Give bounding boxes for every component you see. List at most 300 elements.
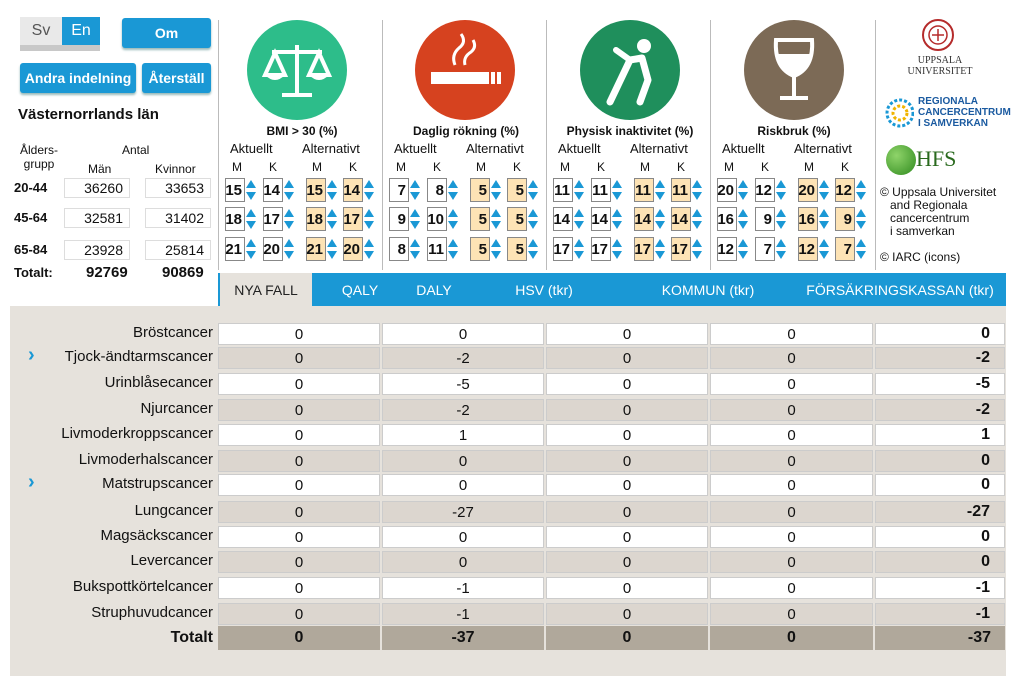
alternative-value-spinner[interactable] — [835, 237, 866, 261]
spinner-arrows[interactable] — [691, 237, 702, 261]
arrow-down-icon[interactable] — [327, 221, 337, 229]
spinner-arrows[interactable] — [490, 237, 501, 261]
arrow-up-icon[interactable] — [612, 209, 622, 217]
table-cell: 0 — [218, 399, 380, 421]
spinner-arrows[interactable] — [818, 237, 829, 261]
current-value-spinner[interactable] — [263, 237, 294, 261]
arrow-down-icon[interactable] — [246, 192, 256, 200]
arrow-down-icon[interactable] — [738, 192, 748, 200]
alternative-value-spinner[interactable] — [835, 207, 866, 231]
current-value-spinner[interactable] — [263, 207, 294, 231]
alternative-value-spinner[interactable] — [470, 237, 501, 261]
arrow-up-icon[interactable] — [738, 239, 748, 247]
arrow-down-icon[interactable] — [819, 251, 829, 259]
men-count-field[interactable]: 36260 — [64, 178, 130, 198]
spinner-value[interactable]: 15 — [225, 178, 245, 202]
spinner-value[interactable]: 15 — [306, 178, 326, 202]
chevron-right-icon[interactable]: › — [28, 471, 35, 493]
spinner-arrows[interactable] — [283, 207, 294, 231]
arrow-down-icon[interactable] — [364, 221, 374, 229]
spinner-value[interactable]: 5 — [470, 237, 490, 261]
current-value-spinner[interactable] — [389, 178, 420, 202]
arrow-down-icon[interactable] — [528, 251, 538, 259]
arrow-up-icon[interactable] — [410, 209, 420, 217]
arrow-down-icon[interactable] — [776, 251, 786, 259]
men-col-label: M — [396, 160, 406, 174]
alternative-value-spinner[interactable] — [798, 207, 829, 231]
arrow-up-icon[interactable] — [692, 180, 702, 188]
arrow-up-icon[interactable] — [364, 180, 374, 188]
spinner-arrows[interactable] — [611, 237, 622, 261]
arrow-up-icon[interactable] — [655, 209, 665, 217]
spinner-arrows[interactable] — [573, 207, 584, 231]
arrow-up-icon[interactable] — [738, 209, 748, 217]
arrow-up-icon[interactable] — [856, 209, 866, 217]
alternative-value-spinner[interactable] — [343, 178, 374, 202]
arrow-up-icon[interactable] — [574, 239, 584, 247]
spinner-arrows[interactable] — [611, 178, 622, 202]
spinner-arrows[interactable] — [818, 207, 829, 231]
table-cell: -1 — [875, 577, 1005, 599]
spinner-value[interactable]: 16 — [798, 207, 818, 231]
arrow-down-icon[interactable] — [776, 221, 786, 229]
arrow-up-icon[interactable] — [819, 239, 829, 247]
table-cell: 0 — [218, 474, 380, 496]
arrow-up-icon[interactable] — [284, 209, 294, 217]
spinner-arrows[interactable] — [447, 237, 458, 261]
spinner-arrows[interactable] — [409, 178, 420, 202]
spinner-arrows[interactable] — [691, 207, 702, 231]
spinner-arrows[interactable] — [691, 178, 702, 202]
spinner-value[interactable]: 14 — [634, 207, 654, 231]
spinner-value[interactable]: 20 — [343, 237, 363, 261]
arrow-up-icon[interactable] — [284, 180, 294, 188]
cancer-name: Urinblåsecancer — [104, 374, 213, 391]
arrow-down-icon[interactable] — [410, 221, 420, 229]
arrow-down-icon[interactable] — [738, 251, 748, 259]
current-value-spinner[interactable] — [427, 237, 458, 261]
arrow-up-icon[interactable] — [776, 239, 786, 247]
arrow-down-icon[interactable] — [612, 192, 622, 200]
current-value-spinner[interactable] — [389, 237, 420, 261]
rcc-logo-icon — [884, 96, 914, 135]
spinner-arrows[interactable] — [611, 207, 622, 231]
spinner-arrows[interactable] — [326, 237, 337, 261]
alternative-value-spinner[interactable] — [507, 207, 538, 231]
cancer-name: Matstrupscancer — [102, 475, 213, 492]
tab-kommun-tkr[interactable]: KOMMUN (tkr) — [661, 281, 755, 298]
arrow-down-icon[interactable] — [819, 192, 829, 200]
spinner-arrows[interactable] — [818, 178, 829, 202]
spinner-value[interactable]: 5 — [507, 178, 527, 202]
alternative-value-spinner[interactable] — [634, 178, 665, 202]
arrow-up-icon[interactable] — [776, 209, 786, 217]
lang-en-button[interactable]: En — [62, 17, 100, 45]
arrow-up-icon[interactable] — [410, 180, 420, 188]
alternative-value-spinner[interactable] — [671, 178, 702, 202]
arrow-up-icon[interactable] — [856, 239, 866, 247]
total-label: Totalt — [170, 629, 213, 646]
arrow-up-icon[interactable] — [327, 180, 337, 188]
women-count-field[interactable]: 31402 — [145, 208, 211, 228]
arrow-up-icon[interactable] — [776, 180, 786, 188]
alternative-value-spinner[interactable] — [634, 207, 665, 231]
spinner-arrows[interactable] — [363, 237, 374, 261]
spinner-arrows[interactable] — [855, 237, 866, 261]
total-row — [10, 626, 1006, 650]
table-cell: -2 — [382, 347, 544, 369]
alternative-value-spinner[interactable] — [470, 207, 501, 231]
spinner-value[interactable]: 17 — [343, 207, 363, 231]
spinner-arrows[interactable] — [737, 178, 748, 202]
women-count-field[interactable]: 33653 — [145, 178, 211, 198]
spinner-value[interactable]: 11 — [634, 178, 654, 202]
alternative-value-spinner[interactable] — [343, 237, 374, 261]
arrow-down-icon[interactable] — [327, 192, 337, 200]
arrow-up-icon[interactable] — [364, 209, 374, 217]
arrow-down-icon[interactable] — [448, 192, 458, 200]
spinner-value[interactable]: 9 — [835, 207, 855, 231]
alternative-label: Alternativt — [794, 141, 852, 156]
spinner-value[interactable]: 11 — [427, 237, 447, 261]
spinner-value[interactable]: 10 — [427, 207, 447, 231]
arrow-down-icon[interactable] — [364, 251, 374, 259]
cancer-name: Levercancer — [130, 552, 213, 569]
arrow-down-icon[interactable] — [856, 221, 866, 229]
table-cell: 0 — [218, 347, 380, 369]
tab-qaly[interactable]: QALY — [341, 281, 379, 298]
spinner-value[interactable]: 14 — [591, 207, 611, 231]
current-value-spinner[interactable] — [755, 237, 786, 261]
arrow-up-icon[interactable] — [246, 180, 256, 188]
spinner-arrows[interactable] — [737, 237, 748, 261]
spinner-value[interactable]: 5 — [507, 237, 527, 261]
spinner-value[interactable]: 21 — [225, 237, 245, 261]
arrow-up-icon[interactable] — [491, 239, 501, 247]
spinner-value[interactable]: 11 — [591, 178, 611, 202]
current-value-spinner[interactable] — [225, 237, 256, 261]
change-division-button[interactable]: Andra indelning — [20, 63, 136, 93]
spinner-arrows[interactable] — [490, 207, 501, 231]
spinner-value[interactable]: 8 — [427, 178, 447, 202]
current-value-spinner[interactable] — [225, 207, 256, 231]
age-group-label: 65-84 — [14, 242, 48, 257]
arrow-up-icon[interactable] — [655, 239, 665, 247]
women-count-field[interactable]: 25814 — [145, 240, 211, 260]
arrow-up-icon[interactable] — [574, 209, 584, 217]
spinner-value[interactable]: 7 — [755, 237, 775, 261]
spinner-arrows[interactable] — [245, 178, 256, 202]
spinner-value[interactable]: 20 — [717, 178, 737, 202]
women-col-label: K — [269, 160, 278, 174]
alternative-value-spinner[interactable] — [306, 207, 337, 231]
spinner-arrows[interactable] — [447, 178, 458, 202]
spinner-arrows[interactable] — [654, 237, 665, 261]
arrow-down-icon[interactable] — [284, 251, 294, 259]
arrow-up-icon[interactable] — [491, 209, 501, 217]
arrow-down-icon[interactable] — [692, 221, 702, 229]
alternative-value-spinner[interactable] — [798, 237, 829, 261]
arrow-up-icon[interactable] — [491, 180, 501, 188]
arrow-down-icon[interactable] — [448, 251, 458, 259]
current-value-spinner[interactable] — [553, 207, 584, 231]
arrow-down-icon[interactable] — [692, 251, 702, 259]
spinner-value[interactable]: 12 — [798, 237, 818, 261]
language-toggle — [20, 17, 100, 51]
current-value-spinner[interactable] — [263, 178, 294, 202]
tab-försäkringskassan-tkr[interactable]: FÖRSÄKRINGSKASSAN (tkr) — [806, 281, 994, 298]
spinner-arrows[interactable] — [527, 207, 538, 231]
arrow-up-icon[interactable] — [448, 180, 458, 188]
spinner-arrows[interactable] — [245, 237, 256, 261]
current-value-spinner[interactable] — [755, 207, 786, 231]
spinner-value[interactable]: 18 — [225, 207, 245, 231]
arrow-down-icon[interactable] — [856, 192, 866, 200]
spinner-value[interactable]: 5 — [507, 207, 527, 231]
alternative-value-spinner[interactable] — [634, 237, 665, 261]
table-cell: 0 — [710, 347, 873, 369]
current-value-spinner[interactable] — [591, 178, 622, 202]
arrow-up-icon[interactable] — [284, 239, 294, 247]
spinner-arrows[interactable] — [527, 237, 538, 261]
women-col-label: K — [597, 160, 606, 174]
arrow-down-icon[interactable] — [776, 192, 786, 200]
current-value-spinner[interactable] — [717, 178, 748, 202]
current-value-spinner[interactable] — [427, 207, 458, 231]
current-value-spinner[interactable] — [717, 207, 748, 231]
current-value-spinner[interactable] — [591, 207, 622, 231]
men-count-field[interactable]: 32581 — [64, 208, 130, 228]
current-value-spinner[interactable] — [591, 237, 622, 261]
arrow-down-icon[interactable] — [574, 192, 584, 200]
arrow-down-icon[interactable] — [491, 251, 501, 259]
spinner-arrows[interactable] — [363, 207, 374, 231]
spinner-value[interactable]: 20 — [798, 178, 818, 202]
spinner-value[interactable]: 18 — [306, 207, 326, 231]
chevron-right-icon[interactable]: › — [28, 344, 35, 366]
current-value-spinner[interactable] — [553, 237, 584, 261]
arrow-down-icon[interactable] — [491, 221, 501, 229]
spinner-arrows[interactable] — [283, 237, 294, 261]
arrow-down-icon[interactable] — [491, 192, 501, 200]
spinner-arrows[interactable] — [737, 207, 748, 231]
spinner-value[interactable]: 16 — [717, 207, 737, 231]
arrow-down-icon[interactable] — [364, 192, 374, 200]
arrow-up-icon[interactable] — [612, 239, 622, 247]
alternative-value-spinner[interactable] — [343, 207, 374, 231]
arrow-down-icon[interactable] — [574, 221, 584, 229]
arrow-up-icon[interactable] — [692, 209, 702, 217]
spinner-arrows[interactable] — [573, 237, 584, 261]
spinner-arrows[interactable] — [775, 178, 786, 202]
table-cell: 0 — [710, 373, 873, 395]
spinner-value[interactable]: 11 — [671, 178, 691, 202]
spinner-arrows[interactable] — [447, 207, 458, 231]
arrow-up-icon[interactable] — [448, 209, 458, 217]
men-header: Män — [88, 162, 112, 176]
spinner-value[interactable]: 14 — [263, 178, 283, 202]
spinner-value[interactable]: 14 — [553, 207, 573, 231]
table-cell: 1 — [875, 424, 1005, 446]
arrow-down-icon[interactable] — [246, 221, 256, 229]
alternative-value-spinner[interactable] — [835, 178, 866, 202]
spinner-arrows[interactable] — [527, 178, 538, 202]
spinner-value[interactable]: 12 — [835, 178, 855, 202]
spinner-arrows[interactable] — [363, 178, 374, 202]
spinner-value[interactable]: 12 — [717, 237, 737, 261]
arrow-up-icon[interactable] — [692, 239, 702, 247]
spinner-arrows[interactable] — [245, 207, 256, 231]
age-group-label: 45-64 — [14, 210, 48, 225]
arrow-down-icon[interactable] — [655, 221, 665, 229]
spinner-value[interactable]: 7 — [389, 178, 409, 202]
spinner-value[interactable]: 14 — [343, 178, 363, 202]
cigarette-icon — [415, 20, 515, 120]
arrow-down-icon[interactable] — [528, 221, 538, 229]
spinner-arrows[interactable] — [409, 207, 420, 231]
spinner-value[interactable]: 20 — [263, 237, 283, 261]
arrow-up-icon[interactable] — [655, 180, 665, 188]
arrow-down-icon[interactable] — [655, 251, 665, 259]
arrow-down-icon[interactable] — [819, 221, 829, 229]
arrow-up-icon[interactable] — [410, 239, 420, 247]
spinner-arrows[interactable] — [326, 178, 337, 202]
table-cell: 0 — [875, 323, 1005, 345]
arrow-up-icon[interactable] — [327, 239, 337, 247]
spinner-arrows[interactable] — [654, 178, 665, 202]
table-row — [10, 398, 1006, 422]
spinner-value[interactable]: 17 — [634, 237, 654, 261]
alternative-value-spinner[interactable] — [507, 178, 538, 202]
spinner-value[interactable]: 8 — [389, 237, 409, 261]
table-cell: 0 — [218, 603, 380, 625]
arrow-up-icon[interactable] — [528, 239, 538, 247]
alternative-value-spinner[interactable] — [671, 207, 702, 231]
arrow-up-icon[interactable] — [574, 180, 584, 188]
spinner-value[interactable]: 12 — [755, 178, 775, 202]
alternative-label: Alternativt — [466, 141, 524, 156]
table-cell: 0 — [546, 450, 708, 472]
spinner-arrows[interactable] — [326, 207, 337, 231]
table-cell: 0 — [710, 551, 873, 573]
current-label: Aktuellt — [722, 141, 765, 156]
spinner-value[interactable]: 9 — [389, 207, 409, 231]
alternative-value-spinner[interactable] — [470, 178, 501, 202]
arrow-down-icon[interactable] — [856, 251, 866, 259]
table-cell: -2 — [875, 347, 1005, 369]
arrow-up-icon[interactable] — [612, 180, 622, 188]
tab-daly[interactable]: DALY — [416, 281, 452, 298]
alternative-value-spinner[interactable] — [671, 237, 702, 261]
spinner-value[interactable]: 17 — [591, 237, 611, 261]
table-cell: -5 — [875, 373, 1005, 395]
spinner-arrows[interactable] — [775, 207, 786, 231]
arrow-up-icon[interactable] — [246, 239, 256, 247]
arrow-up-icon[interactable] — [364, 239, 374, 247]
current-value-spinner[interactable] — [389, 207, 420, 231]
arrow-down-icon[interactable] — [410, 192, 420, 200]
current-value-spinner[interactable] — [427, 178, 458, 202]
spinner-value[interactable]: 14 — [671, 207, 691, 231]
current-value-spinner[interactable] — [225, 178, 256, 202]
arrow-down-icon[interactable] — [284, 221, 294, 229]
tab-nya-fall[interactable]: NYA FALL — [220, 273, 312, 306]
spinner-arrows[interactable] — [573, 178, 584, 202]
arrow-down-icon[interactable] — [738, 221, 748, 229]
arrow-down-icon[interactable] — [655, 192, 665, 200]
spinner-arrows[interactable] — [654, 207, 665, 231]
spinner-value[interactable]: 7 — [835, 237, 855, 261]
lang-sv-button[interactable]: Sv — [20, 17, 62, 45]
spinner-arrows[interactable] — [409, 237, 420, 261]
table-cell: 0 — [875, 450, 1005, 472]
reset-button[interactable]: Återställ — [142, 63, 211, 93]
spinner-arrows[interactable] — [855, 178, 866, 202]
women-col-label: K — [677, 160, 686, 174]
arrow-up-icon[interactable] — [738, 180, 748, 188]
men-count-field[interactable]: 23928 — [64, 240, 130, 260]
alternative-value-spinner[interactable] — [306, 178, 337, 202]
current-value-spinner[interactable] — [553, 178, 584, 202]
arrow-up-icon[interactable] — [327, 209, 337, 217]
about-button[interactable]: Om — [122, 18, 211, 48]
spinner-value[interactable]: 17 — [671, 237, 691, 261]
table-cell: 0 — [218, 526, 380, 548]
tab-hsv-tkr[interactable]: HSV (tkr) — [515, 281, 573, 298]
arrow-down-icon[interactable] — [327, 251, 337, 259]
spinner-arrows[interactable] — [775, 237, 786, 261]
current-value-spinner[interactable] — [717, 237, 748, 261]
table-row — [10, 500, 1006, 524]
spinner-arrows[interactable] — [855, 207, 866, 231]
arrow-up-icon[interactable] — [448, 239, 458, 247]
arrow-up-icon[interactable] — [819, 209, 829, 217]
arrow-down-icon[interactable] — [284, 192, 294, 200]
alternative-value-spinner[interactable] — [507, 237, 538, 261]
arrow-down-icon[interactable] — [448, 221, 458, 229]
current-value-spinner[interactable] — [755, 178, 786, 202]
arrow-up-icon[interactable] — [856, 180, 866, 188]
spinner-value[interactable]: 17 — [553, 237, 573, 261]
count-header: Antal — [122, 143, 150, 157]
arrow-down-icon[interactable] — [692, 192, 702, 200]
table-cell: -1 — [875, 603, 1005, 625]
arrow-up-icon[interactable] — [246, 209, 256, 217]
spinner-value[interactable]: 9 — [755, 207, 775, 231]
arrow-up-icon[interactable] — [528, 180, 538, 188]
spinner-value[interactable]: 21 — [306, 237, 326, 261]
arrow-down-icon[interactable] — [528, 192, 538, 200]
table-cell: 0 — [382, 474, 544, 496]
age-group-label: 20-44 — [14, 180, 48, 195]
arrow-down-icon[interactable] — [246, 251, 256, 259]
alternative-value-spinner[interactable] — [306, 237, 337, 261]
arrow-down-icon[interactable] — [612, 251, 622, 259]
arrow-down-icon[interactable] — [612, 221, 622, 229]
spinner-value[interactable]: 11 — [553, 178, 573, 202]
spinner-arrows[interactable] — [283, 178, 294, 202]
table-cell: 0 — [218, 323, 380, 345]
spinner-value[interactable]: 17 — [263, 207, 283, 231]
spinner-arrows[interactable] — [490, 178, 501, 202]
spinner-value[interactable]: 5 — [470, 178, 490, 202]
arrow-up-icon[interactable] — [819, 180, 829, 188]
alternative-value-spinner[interactable] — [798, 178, 829, 202]
arrow-down-icon[interactable] — [410, 251, 420, 259]
arrow-up-icon[interactable] — [528, 209, 538, 217]
spinner-value[interactable]: 5 — [470, 207, 490, 231]
arrow-down-icon[interactable] — [574, 251, 584, 259]
